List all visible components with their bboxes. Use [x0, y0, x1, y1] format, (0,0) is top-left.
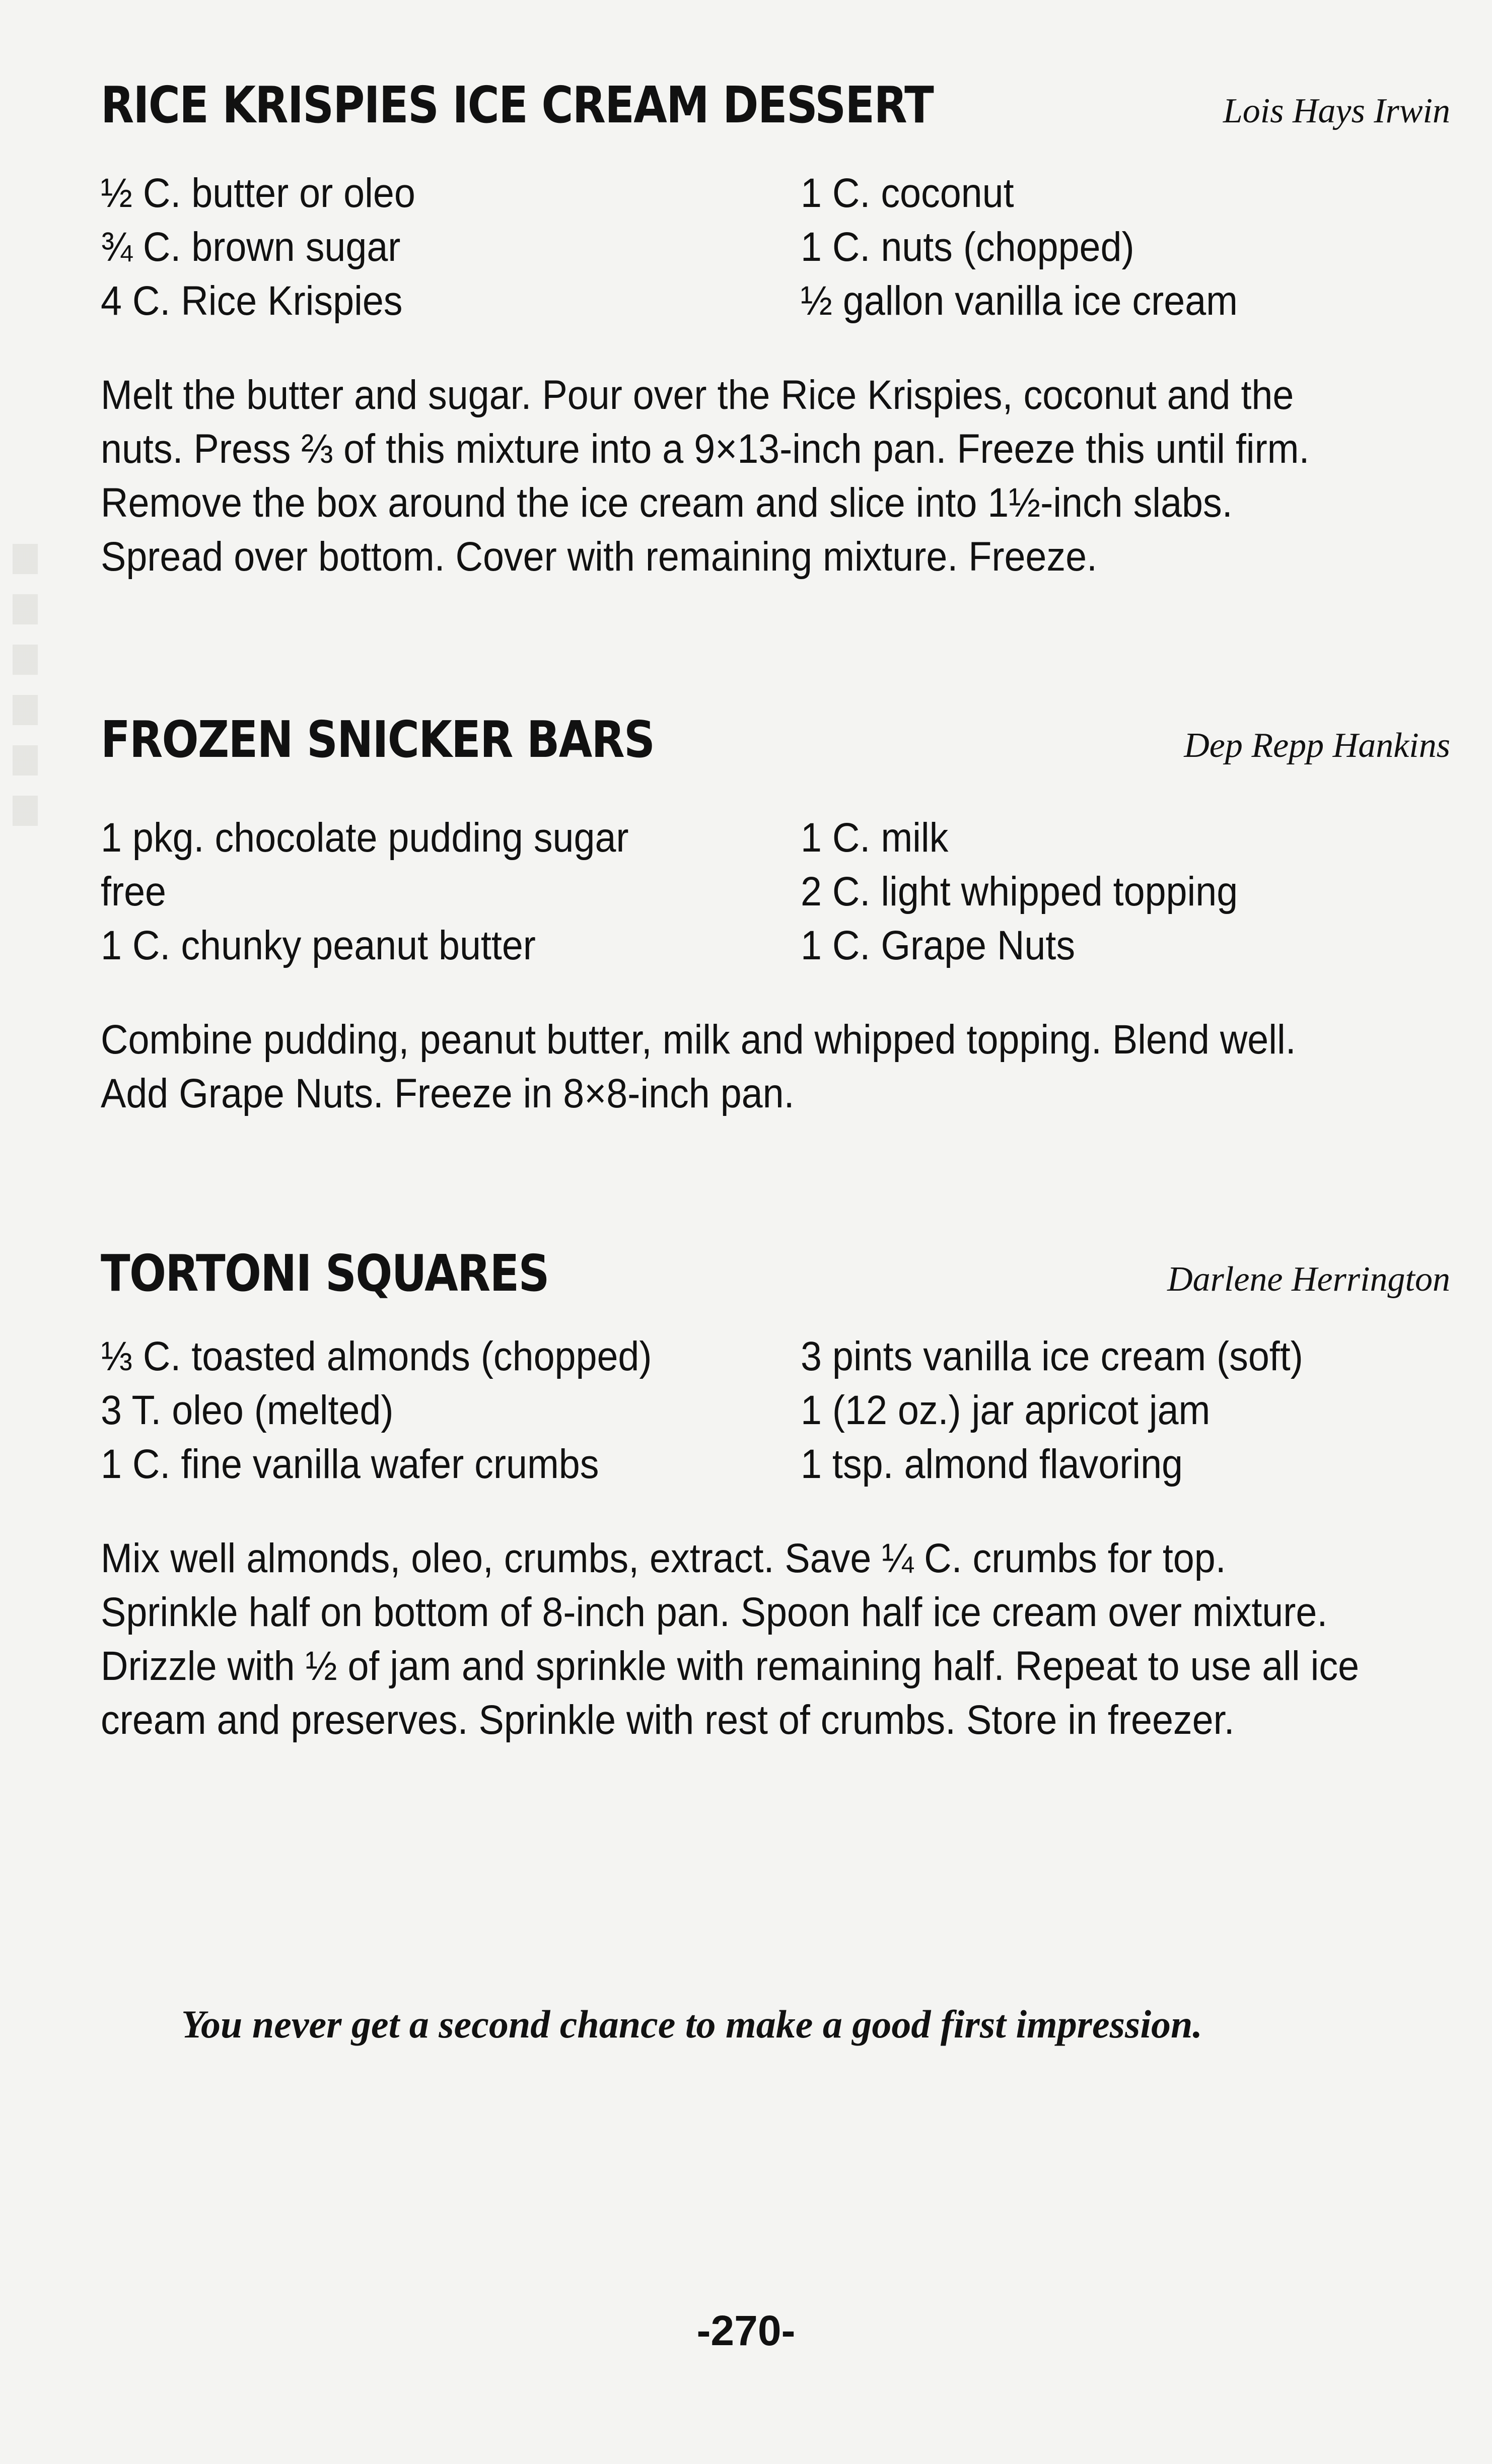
recipe-author: Lois Hays Irwin — [1223, 92, 1450, 130]
ingredient-column-left — [101, 811, 801, 972]
recipe-title: FROZEN SNICKER BARS — [101, 710, 655, 769]
ingredient: 3 T. oleo (melted) — [101, 1387, 394, 1433]
ingredient-list — [101, 811, 1450, 972]
ingredient: 1 C. chunky peanut butter — [101, 923, 536, 968]
ingredient: ½ C. butter or oleo — [101, 170, 415, 216]
recipe-author: Darlene Herrington — [1167, 1260, 1450, 1299]
ingredient: 1 (12 oz.) jar apricot jam — [801, 1387, 1211, 1433]
ingredient: 3 pints vanilla ice cream (soft) — [801, 1333, 1303, 1379]
ingredient-list — [101, 1329, 1450, 1491]
ingredient: 2 C. light whipped topping — [801, 869, 1238, 914]
ingredient: 4 C. Rice Krispies — [101, 278, 403, 324]
recipe-header — [101, 76, 1450, 151]
bleed-through-mark — [13, 544, 38, 846]
ingredient: 1 tsp. almond flavoring — [801, 1441, 1183, 1487]
ingredient-column-right — [801, 811, 1450, 972]
ingredient-column-left — [101, 166, 801, 328]
ingredient: 1 C. coconut — [801, 170, 1014, 216]
ingredient-column-left — [101, 1329, 801, 1491]
ingredient: ¾ C. brown sugar — [101, 224, 401, 270]
recipe-title: RICE KRISPIES ICE CREAM DESSERT — [101, 76, 934, 134]
ingredient: 1 C. nuts (chopped) — [801, 224, 1134, 270]
recipe-directions: Mix well almonds, oleo, crumbs, extract. Save ¼ C. crumbs for top. Sprinkle half on bottom of 8-inch pan. Spoon half ice cream over mixture. Drizzle with ½ of jam and sprinkle with remaining half. Repeat to use all ice cream and preserves. Sprinkle with rest of crumbs. Store in freezer. — [101, 1535, 1360, 1743]
ingredient: 1 C. milk — [801, 815, 949, 861]
ingredient: ⅓ C. toasted almonds (chopped) — [101, 1333, 652, 1379]
recipe-header — [101, 710, 1450, 786]
ingredient-list — [101, 166, 1450, 328]
ingredient: ½ gallon vanilla ice cream — [801, 278, 1238, 324]
recipe-rice-krispies — [101, 76, 1450, 584]
recipe-author: Dep Repp Hankins — [1184, 726, 1450, 765]
recipe-directions: Melt the butter and sugar. Pour over the Rice Krispies, coconut and the nuts. Press ⅔ of this mixture into a 9×13-inch pan. Freeze this until firm. Remove the box around the ice cream and slice into 1½-inch slabs. Spread over bottom. Cover with remaining mixture. Freeze. — [101, 372, 1310, 580]
ingredient: 1 C. fine vanilla wafer crumbs — [101, 1441, 599, 1487]
ingredient: 1 pkg. chocolate pudding sugar free — [101, 815, 629, 914]
recipe-header — [101, 1244, 1450, 1319]
page-number: -270- — [696, 2307, 796, 2354]
recipe-frozen-snicker-bars — [101, 710, 1450, 1120]
recipe-directions: Combine pudding, peanut butter, milk and whipped topping. Blend well. Add Grape Nuts. Freeze in 8×8-inch pan. — [101, 1017, 1296, 1116]
ingredient-column-right — [801, 1329, 1450, 1491]
ingredient-column-right — [801, 166, 1450, 328]
recipe-title: TORTONI SQUARES — [101, 1244, 549, 1303]
ingredient: 1 C. Grape Nuts — [801, 923, 1076, 968]
recipe-tortoni-squares — [101, 1244, 1450, 1747]
footer-quote: You never get a second chance to make a good first impression. — [181, 2002, 1202, 2046]
